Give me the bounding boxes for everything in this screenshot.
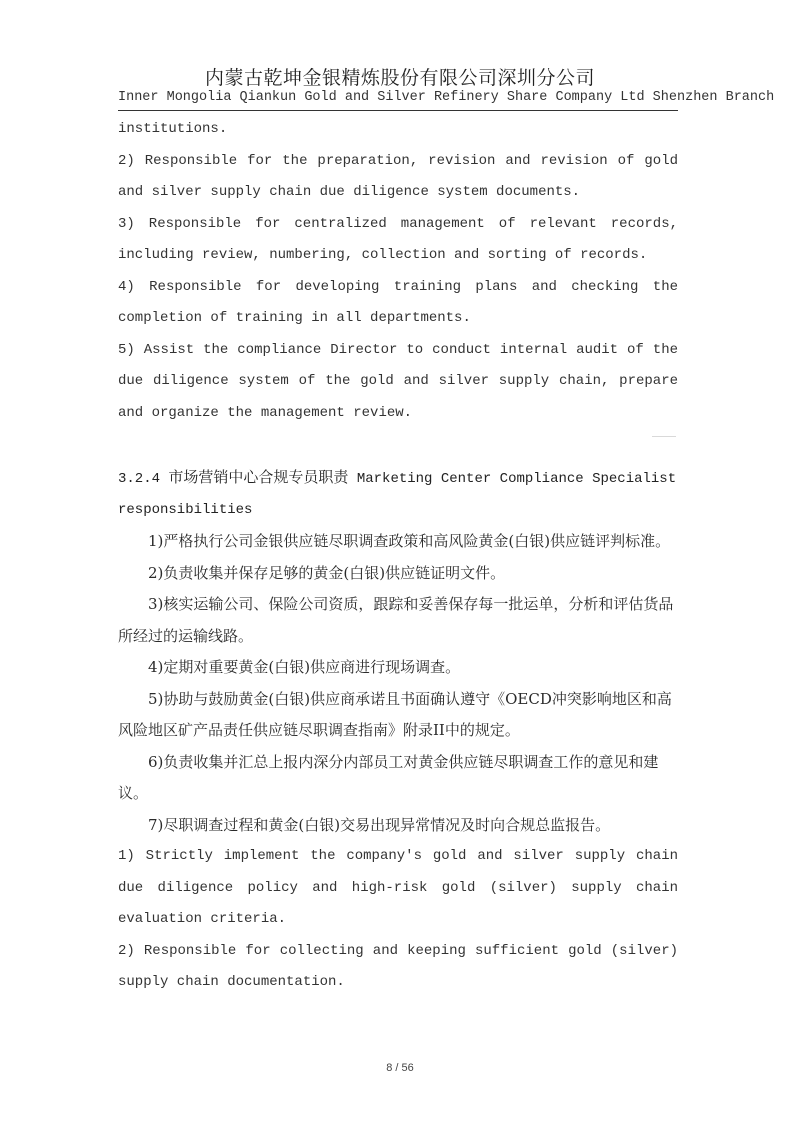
list-item: 3)核实运输公司、保险公司资质，跟踪和妥善保存每一批运单，分析和评估货品所经过的运输线路。 bbox=[118, 595, 674, 645]
section-heading bbox=[118, 462, 678, 526]
section-title-en: Marketing Center Compliance Specialist responsibilities bbox=[118, 471, 677, 518]
scan-mark bbox=[652, 436, 676, 437]
paragraph-line: 4) Responsible for developing training plans and checking the completion of training in all departments. bbox=[118, 278, 678, 326]
header-company-name-en: Inner Mongolia Qiankun Gold and Silver Refinery Share Company Ltd Shenzhen Branch bbox=[118, 90, 775, 105]
page-number: 8 / 56 bbox=[386, 1062, 414, 1074]
responsibilities-list-en bbox=[118, 841, 678, 999]
document-body bbox=[118, 114, 678, 999]
header-company-name-cn: 内蒙古乾坤金银精炼股份有限公司深圳分公司 bbox=[204, 67, 595, 89]
list-item: 2) Responsible for collecting and keeping sufficient gold (silver) supply chain documentation. bbox=[118, 942, 678, 990]
list-item: 1)严格执行公司金银供应链尽职调查政策和高风险黄金(白银)供应链评判标准。 bbox=[148, 532, 671, 550]
list-item: 5)协助与鼓励黄金(白银)供应商承诺且书面确认遵守《OECD冲突影响地区和高风险地区矿产品责任供应链尽职调查指南》附录II中的规定。 bbox=[118, 689, 672, 739]
section-continued-responsibilities bbox=[118, 114, 678, 429]
paragraph-line: 5) Assist the compliance Director to conduct internal audit of the due diligence system of the gold and silver supply chain, prepare and organize the management review. bbox=[118, 341, 678, 421]
list-item: 1) Strictly implement the company's gold and silver supply chain due diligence policy and high-risk gold (silver) supply chain evaluation criteria. bbox=[118, 848, 678, 927]
list-item: 7)尽职调查过程和黄金(白银)交易出现异常情况及时向合规总监报告。 bbox=[148, 815, 611, 834]
section-title-cn: 市场营销中心合规专员职责 bbox=[168, 468, 349, 486]
paragraph-line: institutions. bbox=[118, 121, 228, 137]
list-item: 6)负责收集并汇总上报内深分内部员工对黄金供应链尽职调查工作的意见和建议。 bbox=[118, 752, 659, 802]
list-item: 4)定期对重要黄金(白银)供应商进行现场调查。 bbox=[148, 658, 461, 676]
list-item: 2)负责收集并保存足够的黄金(白银)供应链证明文件。 bbox=[148, 563, 506, 582]
header-divider bbox=[118, 110, 678, 111]
paragraph-line: 2) Responsible for the preparation, revision and revision of gold and silver supply chain due diligence system documents. bbox=[118, 152, 678, 200]
paragraph-line: 3) Responsible for centralized management of relevant records, including review, numbering, collection and sorting of records. bbox=[118, 215, 678, 263]
section-number: 3.2.4 bbox=[118, 471, 161, 487]
responsibilities-list-cn bbox=[118, 526, 678, 841]
